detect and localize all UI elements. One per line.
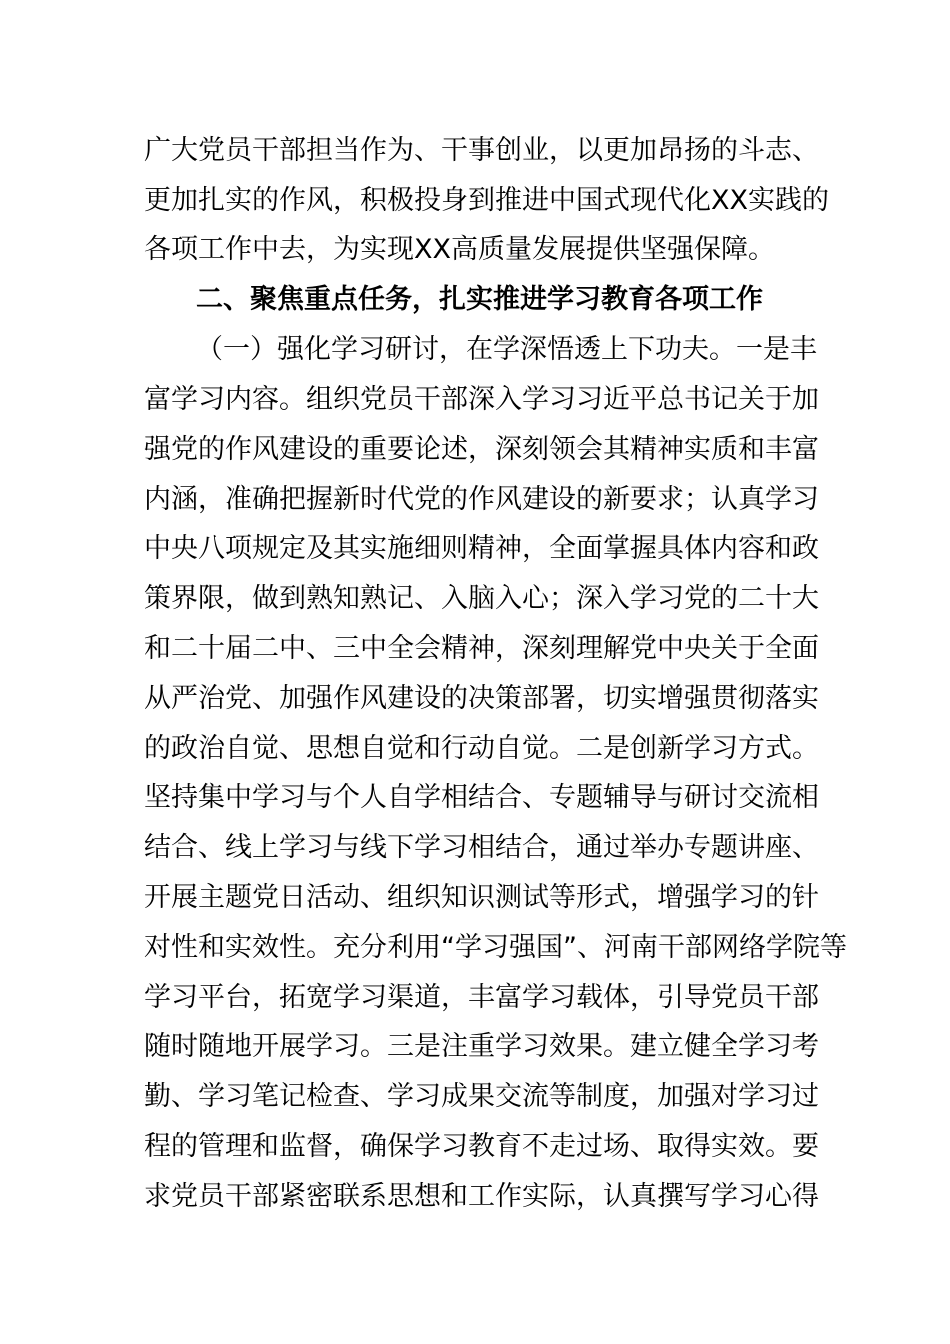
paragraph-line-11: 和二十届二中、三中全会精神，深刻理解党中央关于全面 [144, 633, 819, 664]
paragraph-line-1: 广大党员干部担当作为、干事创业，以更加昂扬的斗志、 [144, 135, 819, 166]
paragraph-line-21: 程的管理和监督，确保学习教育不走过场、取得实效。要 [144, 1131, 819, 1162]
paragraph-line-3: 各项工作中去，为实现XX高质量发展提供坚强保障。 [144, 234, 775, 265]
paragraph-line-14: 坚持集中学习与个人自学相结合、专题辅导与研讨交流相 [144, 782, 819, 813]
paragraph-line-12: 从严治党、加强作风建设的决策部署，切实增强贯彻落实 [144, 683, 819, 714]
paragraph-line-9: 中央八项规定及其实施细则精神，全面掌握具体内容和政 [144, 533, 819, 564]
paragraph-line-17: 对性和实效性。充分利用“学习强国”、河南干部网络学院等 [144, 932, 847, 963]
paragraph-line-19: 随时随地开展学习。三是注重学习效果。建立健全学习考 [144, 1031, 819, 1062]
paragraph-line-13: 的政治自觉、思想自觉和行动自觉。二是创新学习方式。 [144, 733, 819, 764]
subsection-line-1: （一）强化学习研讨，在学深悟透上下功夫。一是丰 [196, 334, 817, 365]
paragraph-line-6: 富学习内容。组织党员干部深入学习习近平总书记关于加 [144, 384, 819, 415]
paragraph-line-18: 学习平台，拓宽学习渠道，丰富学习载体，引导党员干部 [144, 982, 819, 1013]
paragraph-line-10: 策界限，做到熟知熟记、入脑入心；深入学习党的二十大 [144, 583, 819, 614]
paragraph-line-16: 开展主题党日活动、组织知识测试等形式，增强学习的针 [144, 882, 819, 913]
section-heading: 二、聚焦重点任务，扎实推进学习教育各项工作 [196, 284, 763, 315]
paragraph-line-20: 勤、学习笔记检查、学习成果交流等制度，加强对学习过 [144, 1081, 819, 1112]
paragraph-line-8: 内涵，准确把握新时代党的作风建设的新要求；认真学习 [144, 484, 819, 515]
paragraph-line-15: 结合、线上学习与线下学习相结合，通过举办专题讲座、 [144, 832, 819, 863]
paragraph-line-7: 强党的作风建设的重要论述，深刻领会其精神实质和丰富 [144, 434, 819, 465]
paragraph-line-2: 更加扎实的作风，积极投身到推进中国式现代化XX实践的 [144, 185, 829, 216]
paragraph-line-22: 求党员干部紧密联系思想和工作实际，认真撰写学习心得 [144, 1181, 819, 1212]
